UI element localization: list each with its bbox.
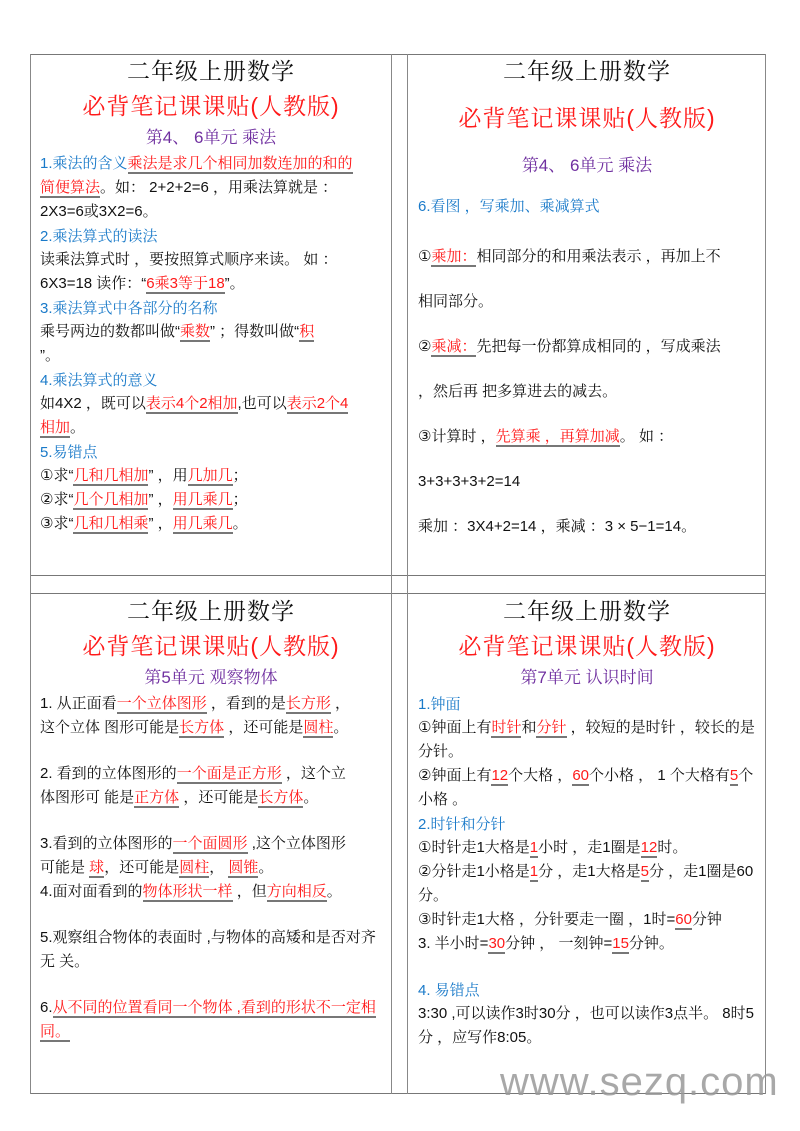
card-title: 二年级上册数学 [503, 58, 671, 84]
card-subtitle: 必背笔记课课贴(人教版) [458, 105, 716, 131]
hands-line-3 [418, 908, 756, 932]
highlight: 12 [640, 839, 658, 856]
notes-sheet [30, 54, 766, 1094]
highlight: 用几乘几 [172, 491, 233, 508]
text: ” ， [148, 515, 173, 532]
text: 相同部分。 [418, 293, 494, 310]
text: ①时针走1大格是 [418, 839, 530, 856]
text: ， [209, 859, 229, 876]
highlight: 从不同的位置看同一个物体 ,看到的形状不一定相同。 [40, 999, 376, 1040]
point-2 [40, 762, 382, 810]
text: ③求“ [40, 515, 74, 532]
text: ，看到的是 [206, 695, 286, 712]
highlight: 先算乘 ，再算加减 [495, 428, 620, 445]
text: ” ，用 [148, 467, 188, 484]
section-heading: 1.乘法的含义 [40, 155, 128, 172]
text: 读乘法算式时 ，要按照算式顺序来读。 如 ： [40, 251, 338, 268]
clock-face-line-1 [418, 716, 756, 764]
text: ，还可能是 [224, 719, 304, 736]
card-multiplication-1 [30, 54, 392, 575]
text: 个小格 ， 1 个大格有 [589, 767, 730, 784]
section-heading: 6.看图 ，写乘加、乘减算式 [418, 198, 600, 215]
highlight: 几和几相乘 [73, 515, 149, 532]
text: 如4X2 ，既可以 [40, 395, 146, 412]
text: ，这个立 [281, 765, 346, 782]
section-names [40, 320, 382, 368]
highlight: 乘法是求几个相同加数连加的和的 [127, 155, 353, 172]
highlight: 分针 [536, 719, 567, 736]
text: ”。 [224, 275, 245, 292]
text: 时。 [657, 839, 688, 856]
highlight: 物体形状一样 [142, 883, 233, 900]
unit-title: 第5单元 观察物体 [144, 668, 278, 687]
text: 分 ，走1大格是 [538, 863, 641, 880]
text: ②分针走1小格是 [418, 863, 530, 880]
text: 3. 半小时= [418, 935, 489, 952]
text: 。 [326, 883, 342, 900]
section-meaning [40, 152, 382, 224]
highlight: 一个立体图形 [116, 695, 207, 712]
card-title: 二年级上册数学 [503, 598, 671, 624]
text: ②钟面上有 [418, 767, 492, 784]
highlight: 长方形 [285, 695, 331, 712]
text: 3.看到的立体图形的 [40, 835, 173, 852]
highlight: 6乘3等于18 [146, 275, 225, 292]
list-item [40, 488, 382, 512]
hands-line-1 [418, 836, 756, 860]
highlight: 长方体 [179, 719, 225, 736]
text: 分钟 [691, 911, 722, 928]
highlight: 5 [729, 767, 739, 784]
watermark: www.sezq.com [500, 1060, 779, 1104]
text: ； [232, 491, 248, 508]
text: ； [232, 467, 248, 484]
highlight: 几加几 [187, 467, 233, 484]
card-title: 二年级上册数学 [127, 598, 295, 624]
text: ③计算时 ， [418, 428, 496, 445]
equation: 乘加 ：3X4+2=14 ，乘减 ：3 × 5−1=14。 [418, 518, 697, 535]
highlight: 圆柱 [179, 859, 210, 876]
text: ” ；得数叫做“ [210, 323, 300, 340]
highlight: 球 [89, 859, 105, 876]
text: 先把每一份都算成相同的 ，写成乘法 [476, 338, 721, 355]
highlight: 12 [491, 767, 509, 784]
unit-title: 第4、 6单元 乘法 [521, 156, 653, 175]
text: 4.面对面看到的 [40, 883, 143, 900]
point-3 [40, 832, 382, 880]
text: 体图形可 能是 [40, 789, 135, 806]
highlight: 一个面是正方形 [176, 765, 282, 782]
item-multiply-add [418, 234, 756, 549]
text: 和 [521, 719, 537, 736]
text: ” ， [148, 491, 173, 508]
card-telling-time [408, 594, 766, 1094]
highlight: 1 [529, 863, 539, 880]
highlight: 用几乘几 [172, 515, 233, 532]
text: 分钟 ， 一刻钟= [505, 935, 613, 952]
section-heading: 5.易错点 [40, 444, 98, 461]
clock-face-line-2 [418, 764, 756, 812]
text: ， [330, 695, 351, 712]
text: ① [418, 248, 432, 265]
equation: 3+3+3+3+2=14 [418, 473, 521, 490]
text: ② [418, 338, 432, 355]
section-heading: 4.乘法算式的意义 [40, 372, 158, 389]
point-1 [40, 692, 382, 740]
text: ，还可能是 [179, 789, 259, 806]
point-6 [40, 996, 382, 1044]
highlight: 乘加： [431, 248, 477, 265]
highlight: 圆柱 [303, 719, 334, 736]
section-significance [40, 392, 382, 440]
highlight: 一个面圆形 [172, 835, 248, 852]
text: 个小格 。 [418, 767, 754, 808]
text: ，但 [232, 883, 267, 900]
highlight: 时针 [491, 719, 522, 736]
highlight: 乘减： [431, 338, 477, 355]
card-multiplication-2 [408, 54, 766, 575]
text: 这个立体 图形可能是 [40, 719, 180, 736]
text: ①求“ [40, 467, 74, 484]
text: 分 ，走1圈是60分。 [418, 863, 754, 904]
text: 1. 从正面看 [40, 695, 117, 712]
text: ，较短的是时针 ，较长的是分针。 [418, 719, 755, 760]
text: ，还可能是 [104, 859, 180, 876]
text: 分钟。 [628, 935, 674, 952]
highlight: 60 [675, 911, 692, 928]
card-subtitle: 必背笔记课课贴(人教版) [82, 93, 340, 119]
section-reading [40, 248, 382, 296]
hands-line-2 [418, 860, 756, 908]
text: 相同部分的和用乘法表示 ，再加上不 [476, 248, 721, 265]
unit-title: 第4、 6单元 乘法 [145, 128, 277, 147]
text: 2. 看到的立体图形的 [40, 765, 177, 782]
text: ,也可以 [237, 395, 287, 412]
text: 。 [303, 789, 319, 806]
highlight: 表示2个4 [286, 395, 349, 412]
section-heading: 2.时针和分针 [418, 816, 506, 833]
highlight: 积 [299, 323, 315, 340]
text: ,这个立体图形 [247, 835, 346, 852]
text: ③时针走1大格 ，分针要走一圈 ，1时= [418, 911, 676, 928]
text: 。 [232, 515, 248, 532]
text: 。 如 ： [619, 428, 674, 445]
point-4 [40, 880, 382, 904]
section-heading: 2.乘法算式的读法 [40, 228, 158, 245]
card-observing-objects [30, 594, 392, 1094]
card-subtitle: 必背笔记课课贴(人教版) [82, 633, 340, 659]
card-subtitle: 必背笔记课课贴(人教版) [458, 633, 716, 659]
highlight: 相加 [40, 419, 71, 436]
text: 。 [258, 859, 274, 876]
point-5: 5.观察组合物体的表面时 ,与物体的高矮和是否对齐无 关。 [40, 929, 376, 970]
text: 个大格 ， [508, 767, 573, 784]
text: 。 [70, 419, 86, 436]
list-item [40, 464, 382, 488]
text: 。如： 2+2+2=6 ，用乘法算就是 ： [100, 179, 338, 196]
highlight: 正方体 [134, 789, 180, 806]
text: 6X3=18 读作：“ [40, 275, 147, 292]
highlight: 乘数 [180, 323, 211, 340]
text: ，然后再 把多算进去的减去。 [418, 383, 618, 400]
highlight: 表示4个2相加 [145, 395, 238, 412]
highlight: 长方体 [258, 789, 304, 806]
highlight: 30 [488, 935, 506, 952]
text: ①钟面上有 [418, 719, 492, 736]
text: ②求“ [40, 491, 74, 508]
highlight: 15 [612, 935, 629, 952]
card-title: 二年级上册数学 [127, 58, 295, 84]
section-heading: 3.乘法算式中各部分的名称 [40, 300, 218, 317]
unit-title: 第7单元 认识时间 [520, 668, 654, 687]
text: 。 [333, 719, 349, 736]
section-heading: 1.钟面 [418, 696, 461, 713]
text: 2X3=6或3X2=6。 [40, 203, 158, 220]
section-heading: 4. 易错点 [418, 982, 480, 999]
highlight: 圆锥 [228, 859, 259, 876]
list-item [40, 512, 382, 536]
text: 6. [40, 999, 53, 1016]
highlight: 1 [529, 839, 539, 856]
text: ”。 [40, 347, 60, 364]
border-row1-bottom [30, 575, 766, 576]
highlight: 几和几相加 [73, 467, 149, 484]
text: 乘号两边的数都叫做“ [40, 323, 180, 340]
text: 小时 ，走1圈是 [538, 839, 641, 856]
common-mistakes: 3:30 ,可以读作3时30分 ，也可以读作3点半。 8时5分 ，应写作8:05。 [418, 1005, 754, 1046]
time-units-line [418, 932, 756, 956]
highlight: 60 [572, 767, 589, 784]
highlight: 几个几相加 [73, 491, 149, 508]
highlight: 5 [640, 863, 649, 880]
text: 可能是 [40, 859, 90, 876]
highlight: 简便算法 [40, 179, 101, 196]
highlight: 方向相反 [266, 883, 327, 900]
